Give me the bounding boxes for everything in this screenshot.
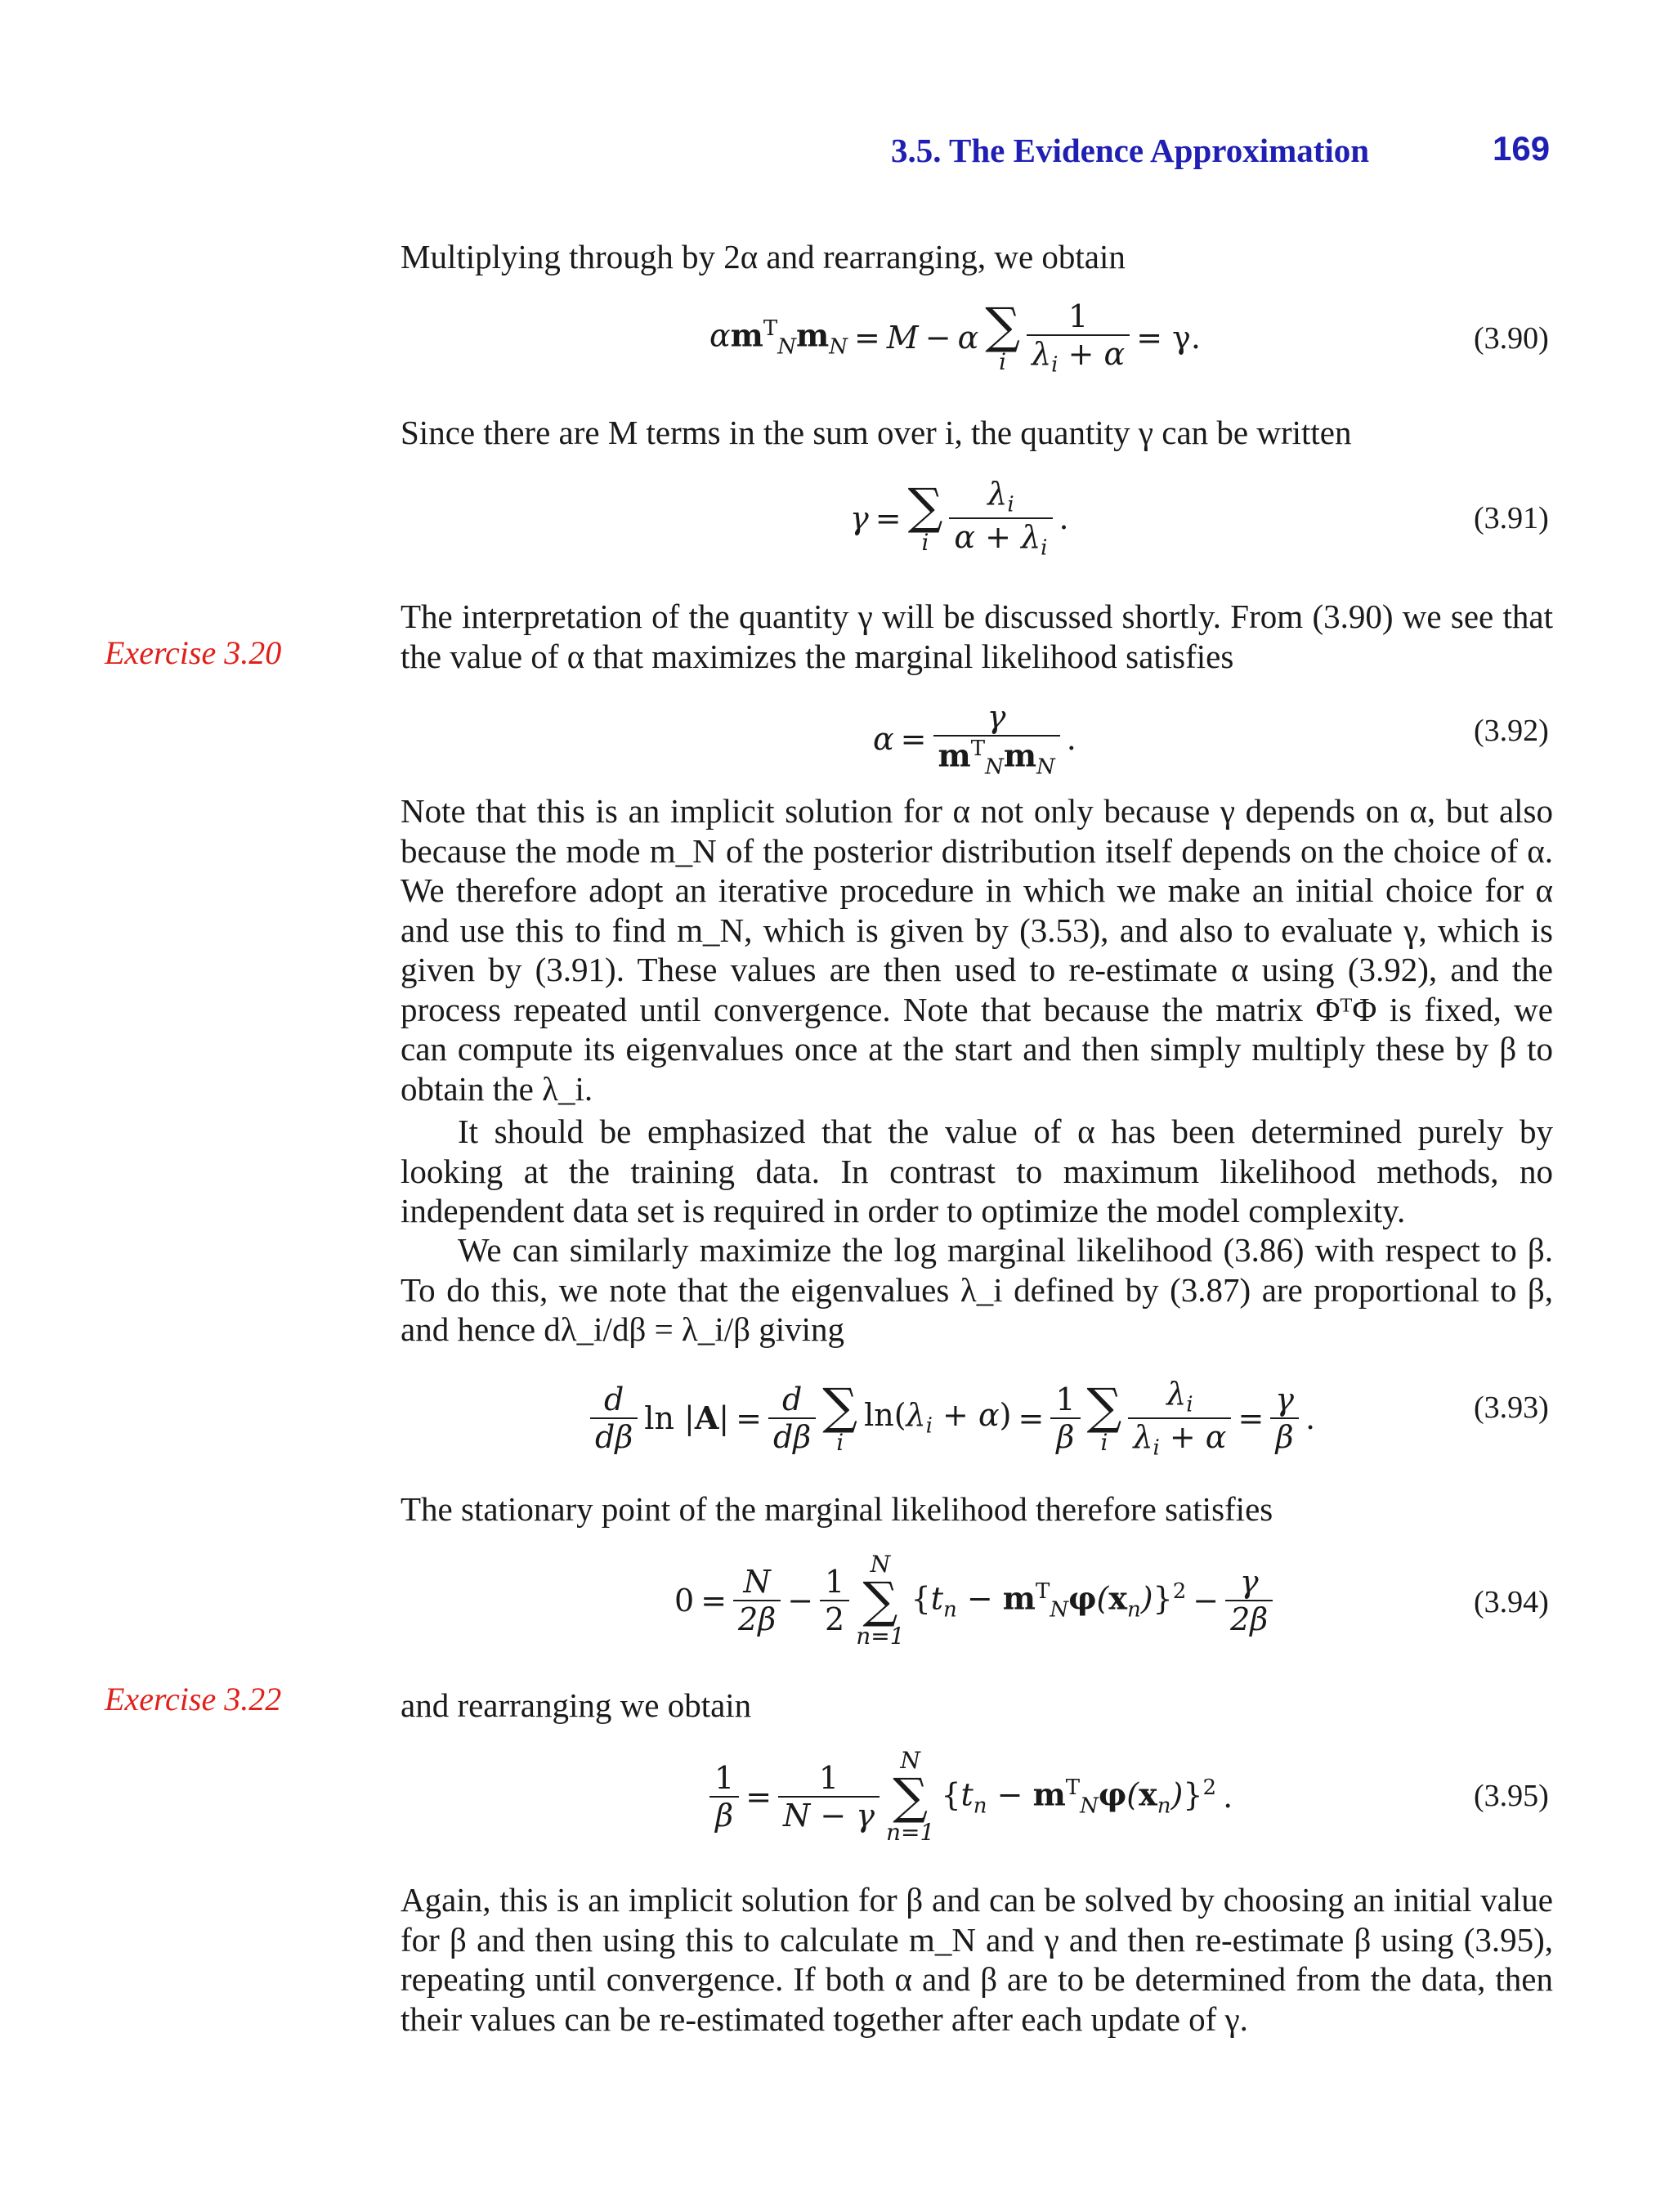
paragraph-6: We can similarly maximize the log marginal likelihood (3.86) with respect to β. To do this, we note that the eigenvalues λ_i defined by (3.87) are proportional to β, and hence dλ_i/dβ = λ_i/β giving xyxy=(401,1231,1553,1348)
paragraph-8: and rearranging we obtain xyxy=(401,1686,752,1724)
eqnum-3-91: (3.91) xyxy=(1474,501,1549,535)
margin-note-exercise-3-22: Exercise 3.22 xyxy=(105,1681,282,1717)
equation-3-94: 0 = $\frac{N}{2\beta}$ − $\frac{1}{2}$ N ∑ n=1 $\{t_n - m^T_N\varphi(x_n)\}^2$ − $\frac{\gamma}{2\beta}$ xyxy=(674,1553,1273,1648)
paragraph-1: Multiplying through by 2α and rearranging, we obtain xyxy=(401,238,1126,275)
equation-3-91: γ = ∑ i $\frac{\lambda_i}{\alpha + \lambda_i}$ . xyxy=(850,476,1069,561)
eqnum-3-92: (3.92) xyxy=(1474,714,1549,748)
eqnum-3-90: (3.90) xyxy=(1474,321,1549,356)
eqnum-3-95: (3.95) xyxy=(1474,1779,1549,1813)
section-title: 3.5. The Evidence Approximation xyxy=(891,132,1370,169)
paragraph-5: It should be emphasized that the value of α has been determined purely by looking at the training data. In contrast to maximum likelihood methods, no independent data set is required in order to optimize the model complexity. xyxy=(401,1113,1553,1229)
margin-note-exercise-3-20: Exercise 3.20 xyxy=(105,634,282,671)
page-number: 169 xyxy=(1493,129,1551,168)
paragraph-7: The stationary point of the marginal likelihood therefore satisfies xyxy=(401,1490,1273,1528)
paragraph-4: Note that this is an implicit solution for α not only because γ depends on α, but also because the mode m_N of the posterior distribution itself depends on the choice of α. We therefore adopt an iterative procedure in which we make an initial choice for α and use this to find m_N, which is given by (3.53), and also to evaluate γ, which is given by (3.91). These values are then used to re-estimate α using (3.92), and the process repeated until convergence. Note that because the matrix ΦᵀΦ is fixed, we can compute its eigenvalues once at the start and then simply multiply these by β to obtain the λ_i. xyxy=(401,792,1553,1108)
equation-3-90: $\alpha m^T_Nm_N$ = M − α ∑ i $\frac{1}{\lambda_i + \alpha}$ = γ. xyxy=(709,298,1201,378)
eqnum-3-94: (3.94) xyxy=(1474,1585,1549,1619)
eqnum-3-93: (3.93) xyxy=(1474,1390,1549,1425)
equation-3-92: α = $\frac{\gamma}{m^T_Nm_N}$ . xyxy=(873,699,1076,780)
paragraph-9: Again, this is an implicit solution for β and can be solved by choosing an initial value for β and then using this to calculate m_N and γ and then re-estimate β using (3.95), repeating until convergence. If both α and β are to be determined from the data, then their values can be re-estimated together after each update of γ. xyxy=(401,1881,1553,2038)
equation-3-93: $\frac{d}{d\beta}$ ln |A| = $\frac{d}{d\beta}$ ∑ i $\ln(\lambda_i + \alpha)$ = $\frac{1}{\beta}$ ∑ i $\frac{\lambda_i}{\lambda_i + \alpha}$ = $\frac{\gamma}{\beta}$ . xyxy=(590,1376,1315,1460)
equation-3-95: $\frac{1}{\beta}$ = $\frac{1}{N - \gamma}$ N ∑ n=1 $\{t_n - m^T_N\varphi(x_n)\}^2$ . xyxy=(709,1749,1233,1844)
paragraph-3: The interpretation of the quantity γ will be discussed shortly. From (3.90) we see that the value of α that maximizes the marginal likelihood satisfies xyxy=(401,598,1553,675)
paragraph-2: Since there are M terms in the sum over i, the quantity γ can be written xyxy=(401,414,1352,451)
